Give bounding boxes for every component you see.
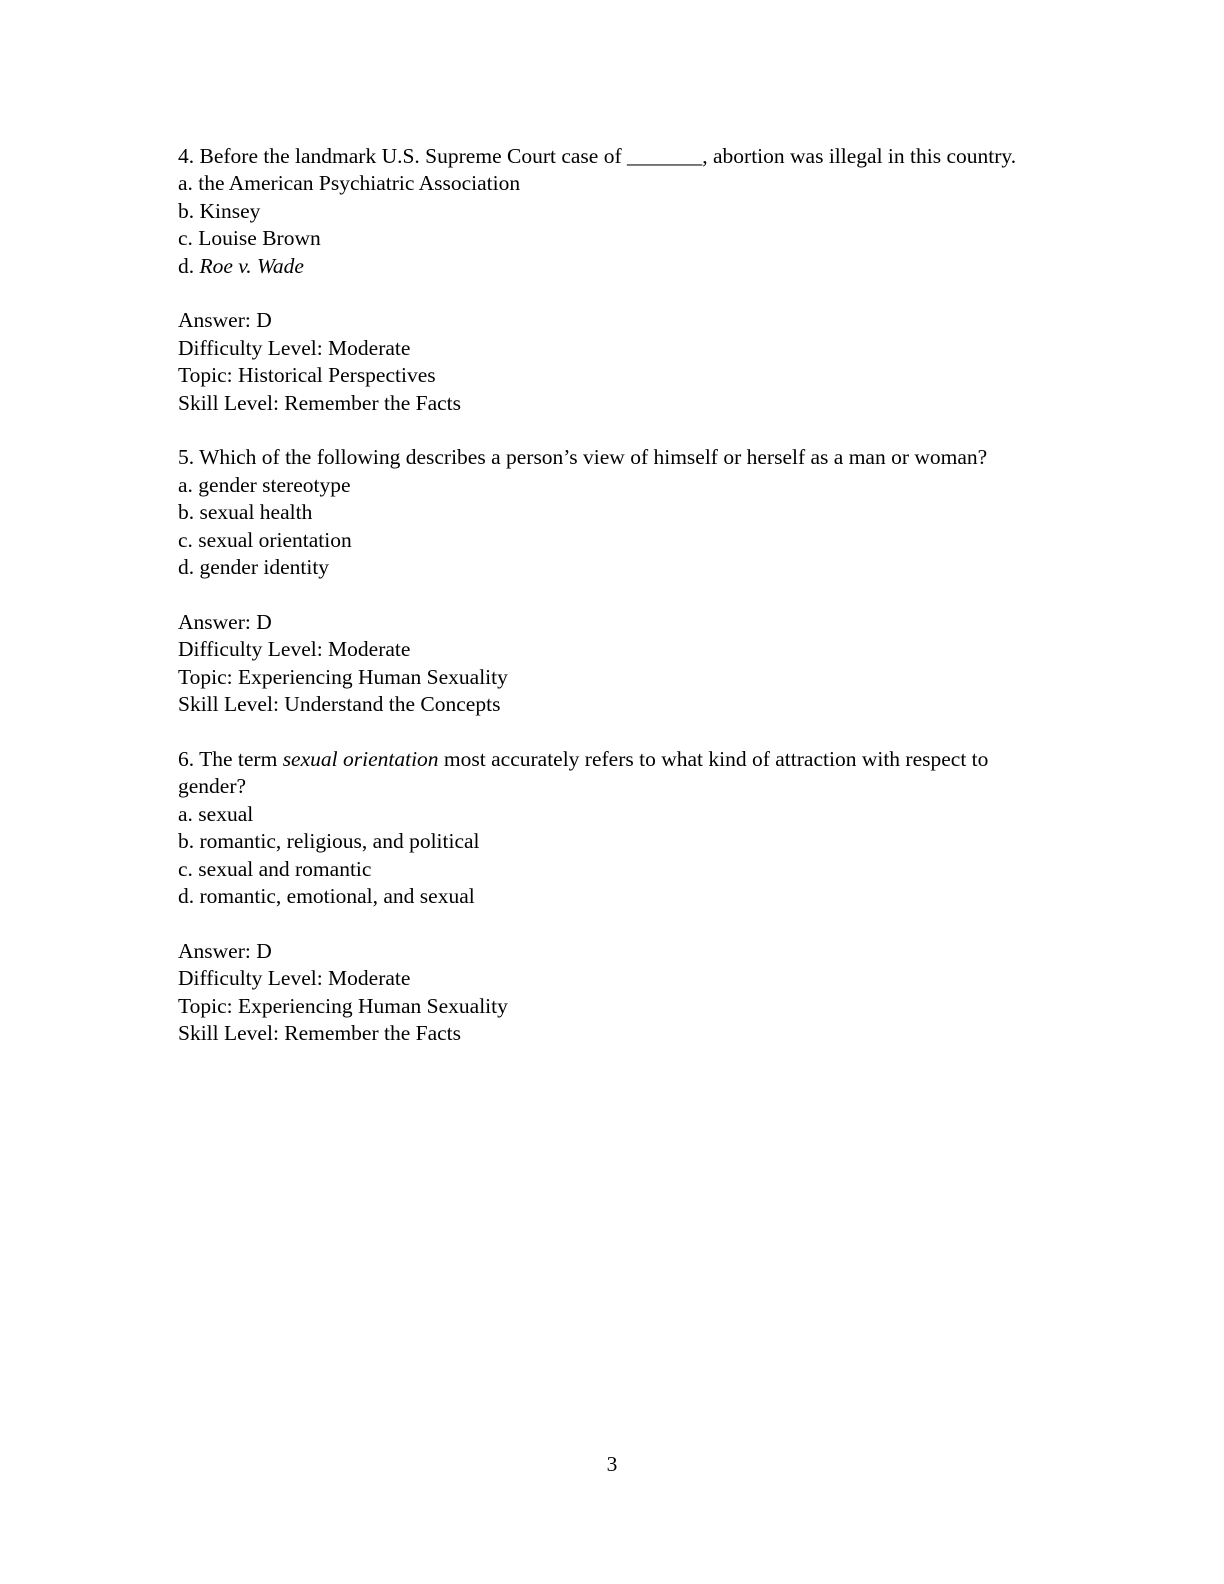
option-text: romantic, religious, and political <box>199 829 480 854</box>
stem-text: most accurately refers to what kind of attraction with respect to gender? <box>178 746 994 799</box>
stem-text: 6. The term <box>178 746 283 771</box>
answer-key: Answer: D <box>178 609 272 634</box>
option-text: sexual orientation <box>198 527 352 552</box>
answer-option-c <box>178 856 1048 883</box>
answer-option-a <box>178 801 1048 828</box>
spacer <box>178 417 1048 444</box>
answer-key: Answer: D <box>178 938 272 963</box>
skill-level: Skill Level: Remember the Facts <box>178 1020 462 1045</box>
option-letter: a. <box>178 801 193 826</box>
question-6 <box>178 746 1048 1047</box>
option-text: romantic, emotional, and sexual <box>199 883 475 908</box>
option-letter: a. <box>178 171 193 196</box>
page-number: 3 <box>606 1452 618 1476</box>
option-text: sexual <box>198 801 254 826</box>
spacer <box>178 280 1048 307</box>
topic: Topic: Experiencing Human Sexuality <box>178 664 508 689</box>
option-letter: c. <box>178 527 193 552</box>
stem-term: sexual orientation <box>282 746 439 771</box>
option-letter: d. <box>178 883 195 908</box>
option-text: sexual and romantic <box>198 856 372 881</box>
difficulty-level: Difficulty Level: Moderate <box>178 637 411 662</box>
spacer <box>178 581 1048 608</box>
answer-option-a <box>178 472 1048 499</box>
option-text: Kinsey <box>199 198 261 223</box>
option-text: Louise Brown <box>198 226 321 251</box>
skill-level: Skill Level: Understand the Concepts <box>178 692 501 717</box>
option-letter: b. <box>178 198 195 223</box>
question-4 <box>178 143 1048 417</box>
option-letter: d. <box>178 555 195 580</box>
option-letter: d. <box>178 253 195 278</box>
option-letter: b. <box>178 500 195 525</box>
question-5 <box>178 444 1048 718</box>
question-stem: 4. Before the landmark U.S. Supreme Court case of _______, abortion was illegal in this country. <box>178 144 1017 168</box>
option-text: gender identity <box>199 555 330 580</box>
answer-option-c <box>178 527 1048 554</box>
option-text: the American Psychiatric Association <box>198 171 521 196</box>
topic: Topic: Historical Perspectives <box>178 363 436 388</box>
document-body <box>178 143 1048 1047</box>
question-stem: 5. Which of the following describes a person’s view of himself or herself as a man or woman? <box>178 445 988 470</box>
spacer <box>178 910 1048 937</box>
difficulty-level: Difficulty Level: Moderate <box>178 966 411 991</box>
skill-level: Skill Level: Remember the Facts <box>178 390 462 415</box>
answer-key: Answer: D <box>178 308 272 333</box>
option-text: sexual health <box>199 500 313 525</box>
option-letter: c. <box>178 856 193 881</box>
option-text: Roe v. Wade <box>199 253 304 278</box>
answer-option-b <box>178 828 1048 855</box>
option-letter: c. <box>178 226 193 251</box>
answer-option-b <box>178 198 1048 225</box>
answer-option-b <box>178 499 1048 526</box>
option-text: gender stereotype <box>198 472 351 497</box>
difficulty-level: Difficulty Level: Moderate <box>178 335 411 360</box>
answer-option-a <box>178 170 1048 197</box>
question-stem <box>178 746 1048 801</box>
topic: Topic: Experiencing Human Sexuality <box>178 993 508 1018</box>
answer-option-d <box>178 253 1048 280</box>
answer-option-d <box>178 554 1048 581</box>
option-letter: b. <box>178 829 195 854</box>
answer-option-d <box>178 883 1048 910</box>
option-letter: a. <box>178 472 193 497</box>
answer-option-c <box>178 225 1048 252</box>
spacer <box>178 718 1048 745</box>
